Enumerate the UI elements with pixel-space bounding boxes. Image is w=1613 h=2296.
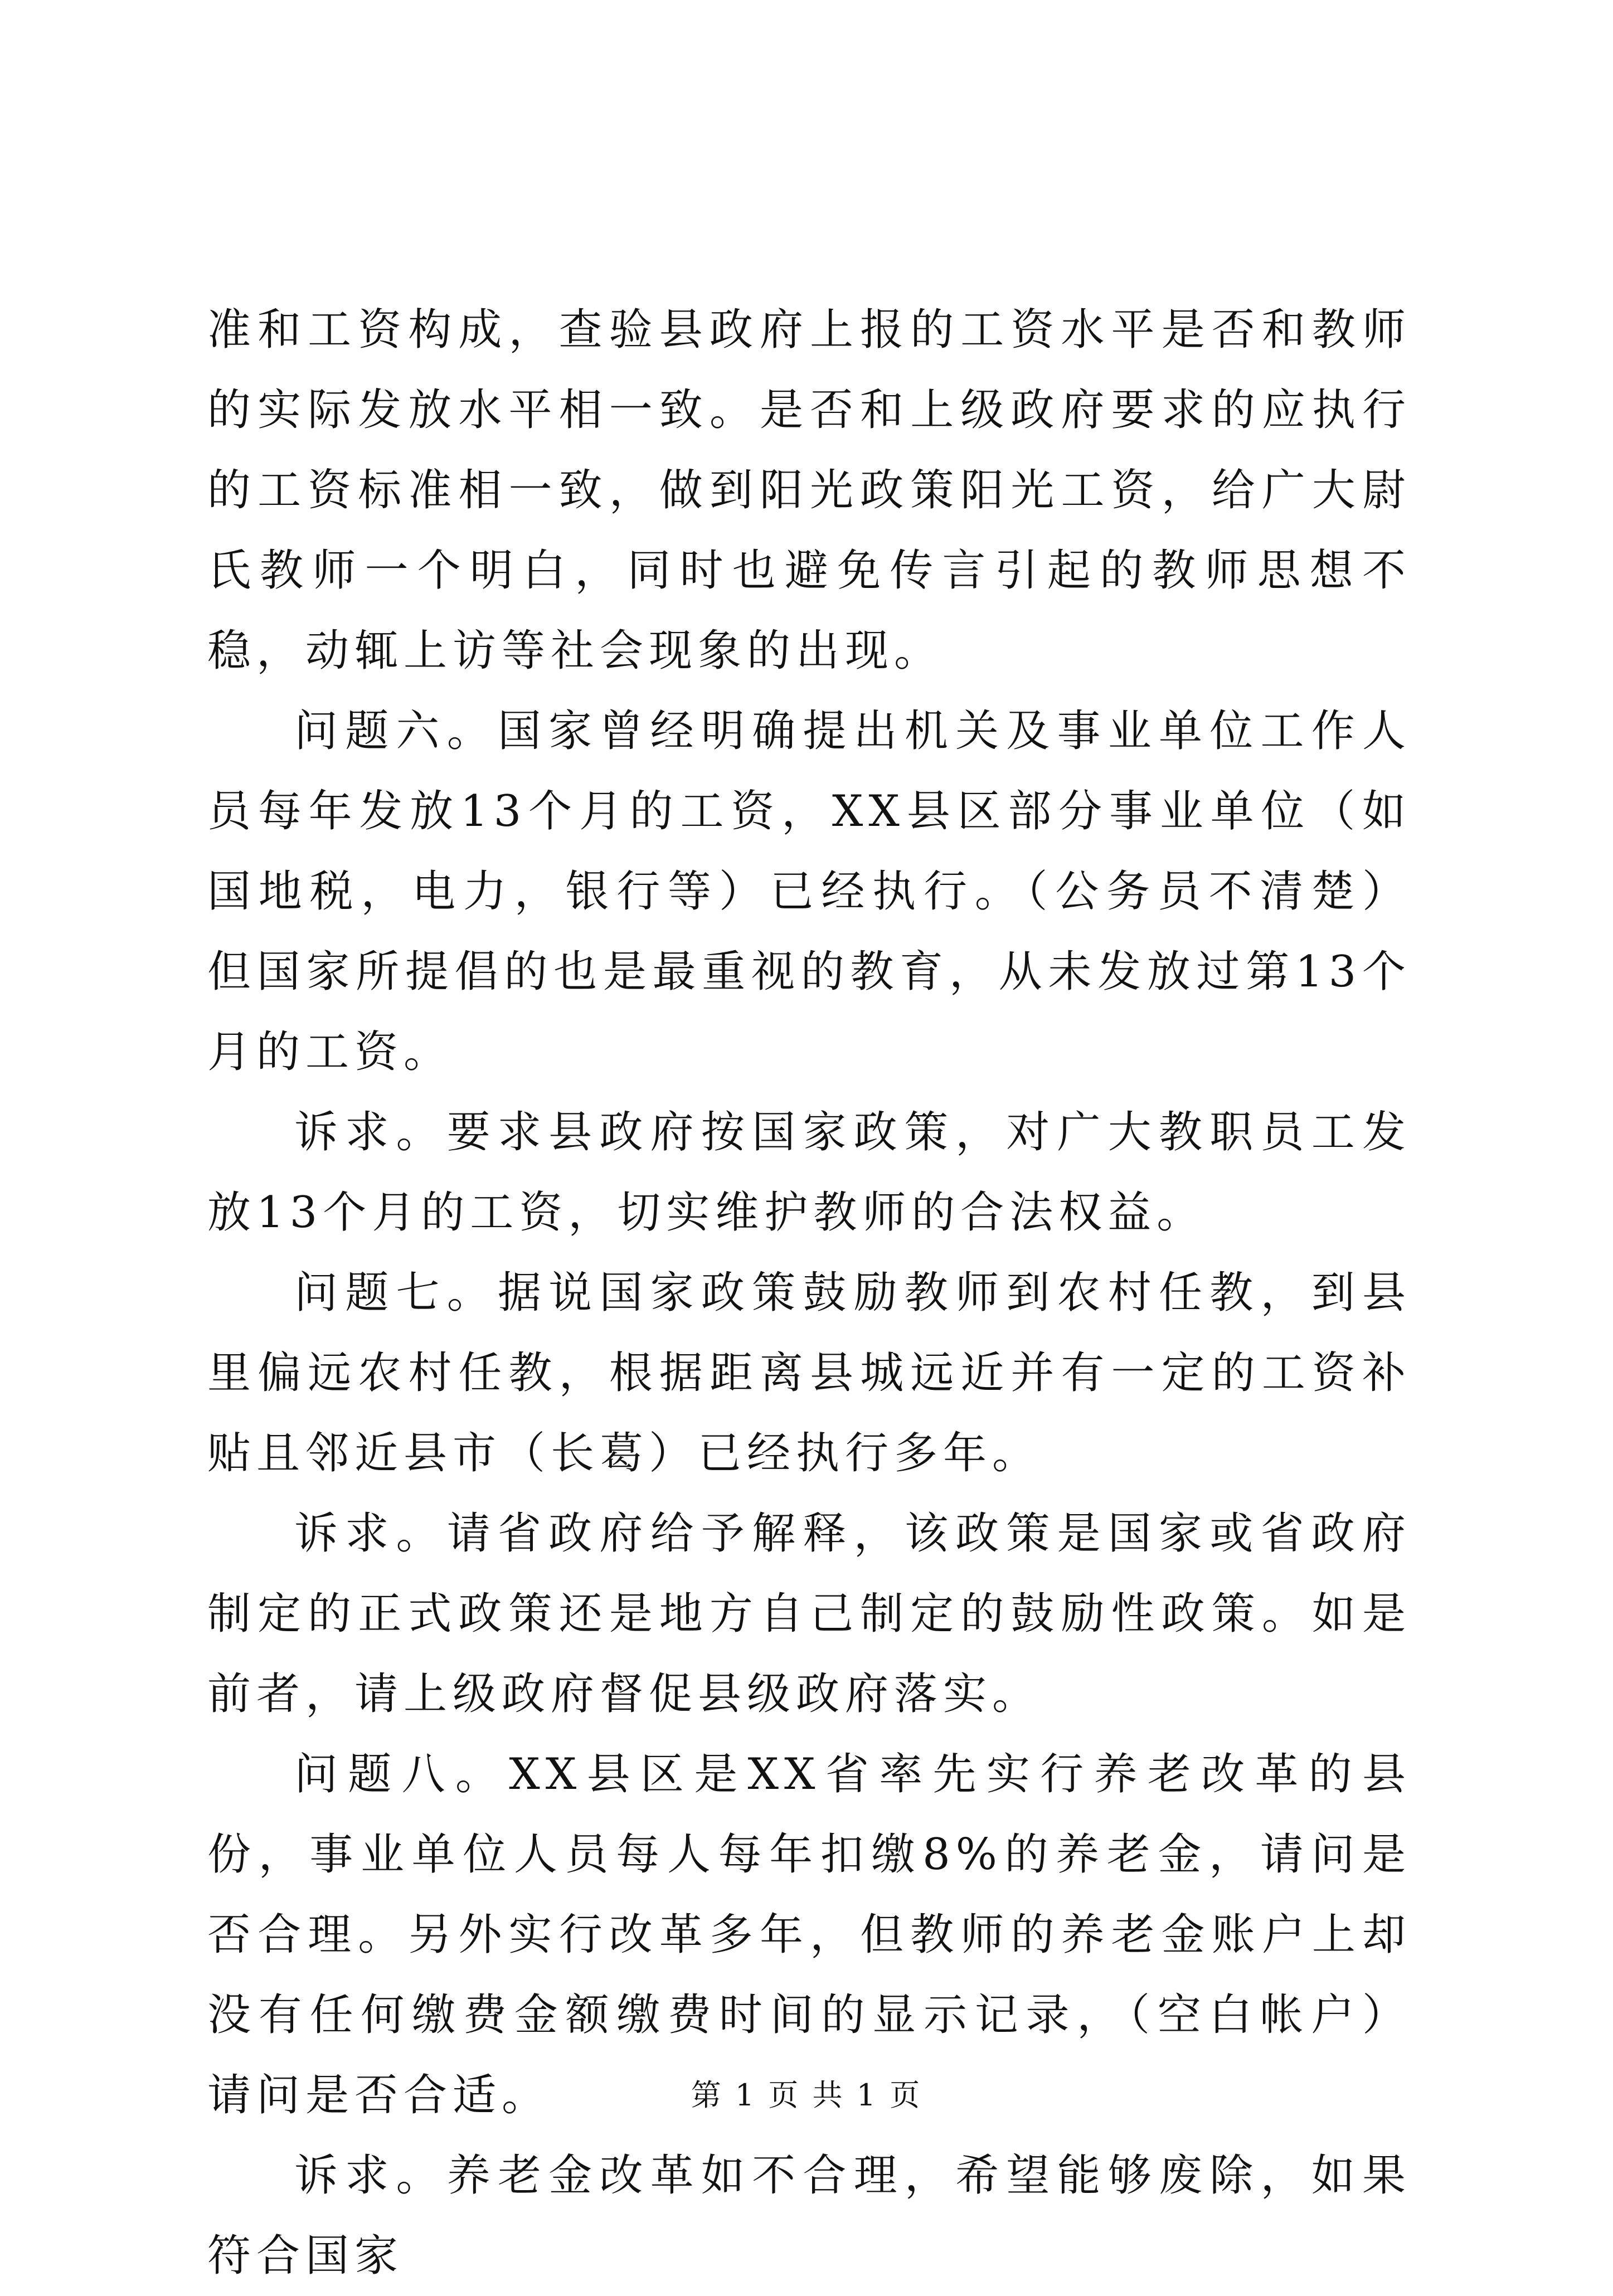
page-footer: 第 1 页 共 1 页 bbox=[691, 2078, 922, 2113]
paragraph-request-six: 诉求。要求县政府按国家政策，对广大教职员工发放13个月的工资，切实维护教师的合法权益。 bbox=[207, 1107, 1411, 1238]
paragraph-request-eight: 诉求。养老金改革如不合理，希望能够废除，如果符合国家 bbox=[207, 2151, 1411, 2281]
paragraph-continuation: 准和工资构成，查验县政府上报的工资水平是否和教师的实际发放水平相一致。是否和上级政府要求的应执行的工资标准相一致，做到阳光政策阳光工资，给广大尉氏教师一个明白，同时也避免传言引起的教师思想不稳，动辄上访等社会现象的出现。 bbox=[207, 305, 1411, 676]
paragraph-issue-eight: 问题八。XX县区是XX省率先实行养老改革的县份，事业单位人员每人每年扣缴8%的养老金，请问是否合理。另外实行改革多年，但教师的养老金账户上却没有任何缴费金额缴费时间的显示记录，（空白帐户）请问是否合适。 bbox=[207, 1749, 1411, 2120]
paragraph-request-seven: 诉求。请省政府给予解释，该政策是国家或省政府制定的正式政策还是地方自己制定的鼓励性政策。如是前者，请上级政府督促县级政府落实。 bbox=[207, 1509, 1411, 1719]
paragraph-issue-six: 问题六。国家曾经明确提出机关及事业单位工作人员每年发放13个月的工资，XX县区部分事业单位（如国地税，电力，银行等）已经执行。（公务员不清楚）但国家所提倡的也是最重视的教育，从未发放过第13个月的工资。 bbox=[207, 706, 1411, 1077]
document-body bbox=[207, 290, 1411, 2296]
paragraph-issue-seven: 问题七。据说国家政策鼓励教师到农村任教，到县里偏远农村任教，根据距离县城远近并有一定的工资补贴且邻近县市（长葛）已经执行多年。 bbox=[207, 1268, 1411, 1478]
